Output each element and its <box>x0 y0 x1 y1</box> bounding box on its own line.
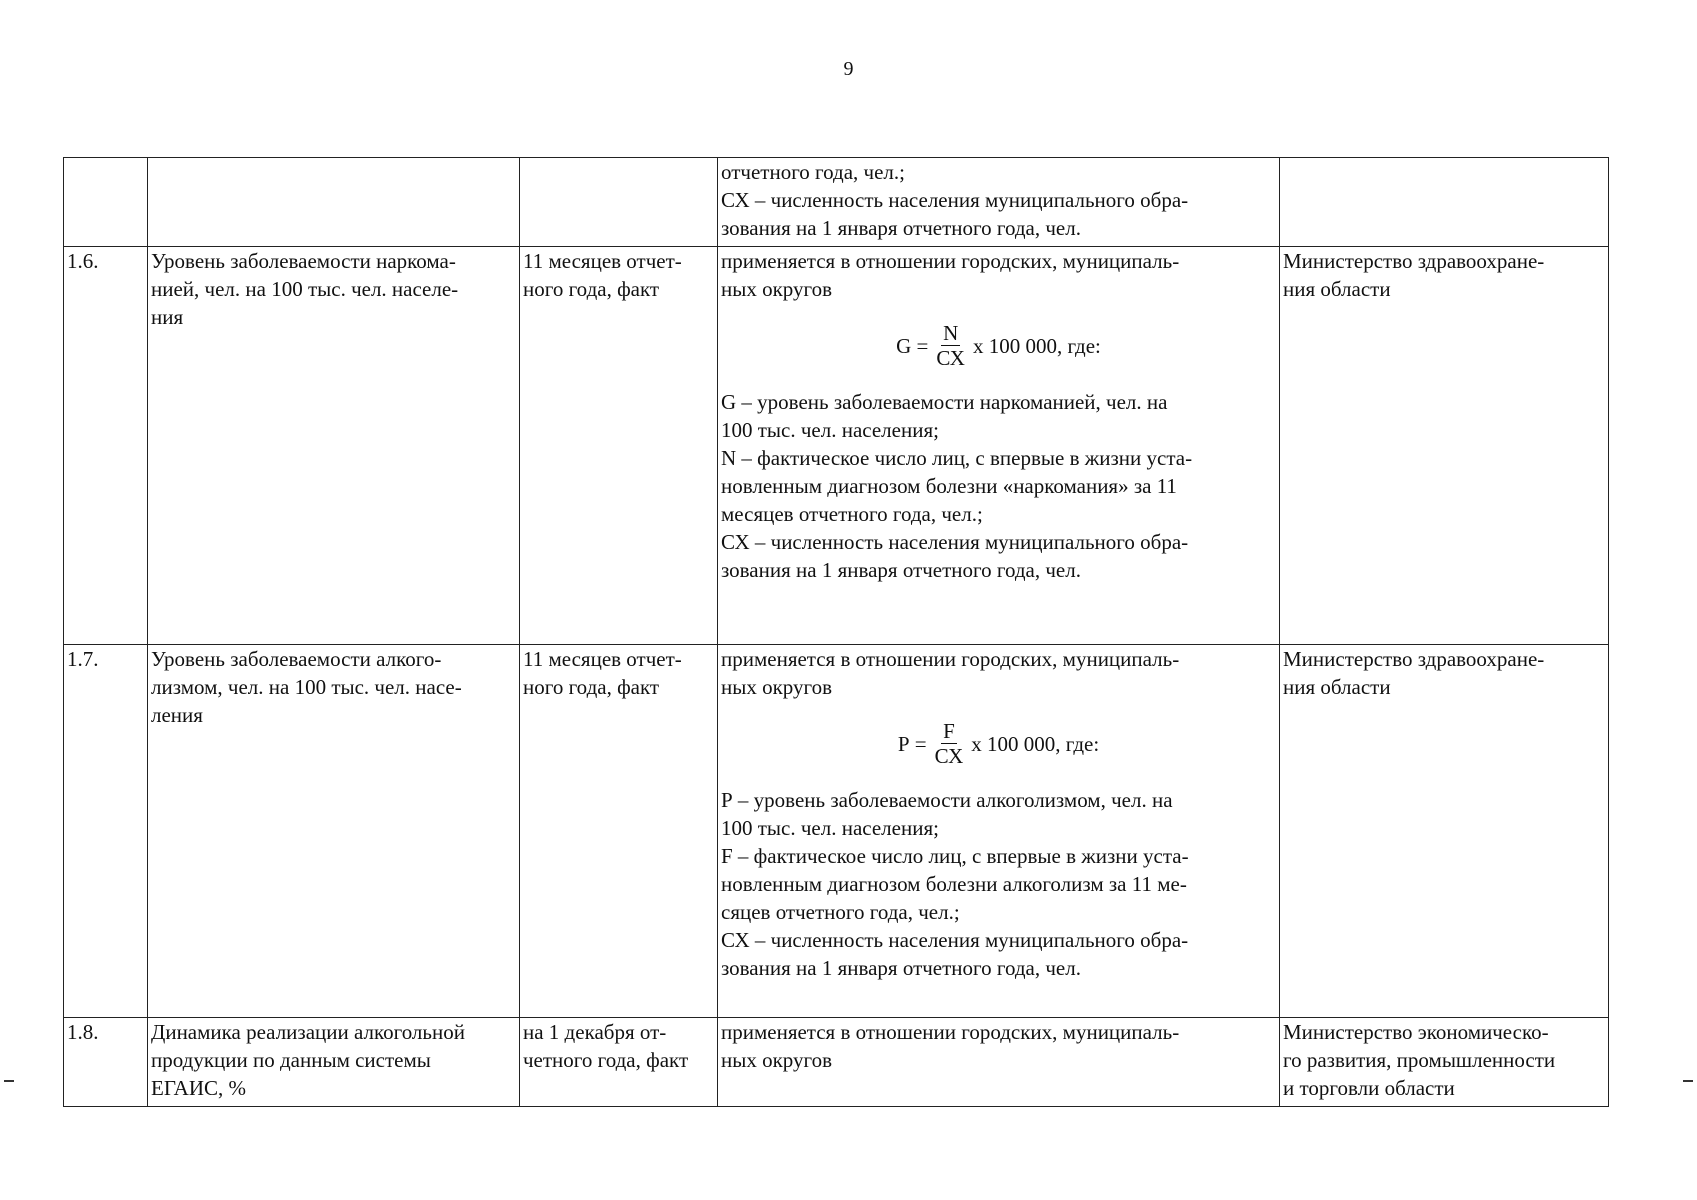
indicator-cell <box>148 158 520 247</box>
method-cell <box>718 645 1280 1018</box>
method-cell <box>718 1018 1280 1107</box>
indicator-line: продукции по данным системы <box>151 1048 431 1072</box>
formula-rhs: х 100 000, где: <box>972 333 1101 358</box>
responsible-line: го развития, промышленности <box>1283 1048 1556 1072</box>
responsible-line: ния области <box>1283 675 1391 699</box>
period-cell <box>520 1018 718 1107</box>
indicators-table <box>63 157 1609 1107</box>
period-line: четного года, факт <box>523 1048 689 1072</box>
responsible-cell <box>1280 645 1609 1018</box>
responsible-line: ния области <box>1283 277 1391 301</box>
indicator-line: Динамика реализации алкогольной <box>151 1020 465 1044</box>
indicator-line: ЕГАИС, % <box>151 1076 247 1100</box>
indicator-line: Уровень заболеваемости наркома- <box>151 249 456 273</box>
period-line: 11 месяцев отчет- <box>523 647 682 671</box>
formula-lhs: G = <box>896 333 929 358</box>
responsible-line: Министерство здравоохране- <box>1283 647 1545 671</box>
margin-mark-right <box>1683 1080 1693 1082</box>
row-number-cell <box>64 645 148 1018</box>
formula <box>721 719 1276 768</box>
method-def-line: месяцев отчетного года, чел.; <box>721 502 983 526</box>
method-def-line: 100 тыс. чел. населения; <box>721 418 939 442</box>
method-intro-line: применяется в отношении городских, муниципаль- <box>721 1020 1180 1044</box>
method-def-line: СХ – численность населения муниципального обра- <box>721 928 1189 952</box>
indicator-line: ния <box>151 305 184 329</box>
method-cell <box>718 247 1280 645</box>
row-number: 1.7. <box>67 647 99 671</box>
indicator-line: ления <box>151 703 203 727</box>
method-def-line: N – фактическое число лиц, с впервые в жизни уста- <box>721 446 1193 470</box>
method-line: отчетного года, чел.; <box>721 160 905 184</box>
period-line: 11 месяцев отчет- <box>523 249 682 273</box>
period-cell <box>520 247 718 645</box>
table-row <box>64 158 1609 247</box>
responsible-cell <box>1280 158 1609 247</box>
method-def-line: F – фактическое число лиц, с впервые в жизни уста- <box>721 844 1189 868</box>
responsible-cell <box>1280 247 1609 645</box>
period-line: ного года, факт <box>523 277 660 301</box>
indicator-line: Уровень заболеваемости алкого- <box>151 647 442 671</box>
table-row <box>64 1018 1609 1107</box>
method-intro-line: ных округов <box>721 1048 833 1072</box>
row-number: 1.8. <box>67 1020 99 1044</box>
formula-denominator: СХ <box>936 346 965 370</box>
margin-mark-left <box>4 1080 14 1082</box>
formula-lhs: Р = <box>897 731 927 756</box>
method-def-line: зования на 1 января отчетного года, чел. <box>721 956 1081 980</box>
formula-denominator: СХ <box>934 744 964 768</box>
formula <box>721 321 1276 370</box>
row-number-cell <box>64 1018 148 1107</box>
method-def-line: новленным диагнозом болезни «наркомания» за 11 <box>721 474 1177 498</box>
formula-fraction <box>934 321 967 370</box>
table-row <box>64 645 1609 1018</box>
formula-numerator: N <box>943 321 959 345</box>
responsible-line: Министерство здравоохране- <box>1283 249 1545 273</box>
period-cell <box>520 158 718 247</box>
row-number: 1.6. <box>67 249 99 273</box>
indicator-line: лизмом, чел. на 100 тыс. чел. насе- <box>151 675 462 699</box>
indicator-cell <box>148 1018 520 1107</box>
method-def-line: зования на 1 января отчетного года, чел. <box>721 558 1081 582</box>
method-intro-line: применяется в отношении городских, муниципаль- <box>721 647 1180 671</box>
row-number-cell <box>64 158 148 247</box>
formula-fraction <box>933 719 966 768</box>
indicator-line: нией, чел. на 100 тыс. чел. населе- <box>151 277 459 301</box>
method-def-line: G – уровень заболеваемости наркоманией, чел. на <box>721 390 1168 414</box>
indicator-cell <box>148 645 520 1018</box>
method-def-line: сяцев отчетного года, чел.; <box>721 900 960 924</box>
method-line: СХ – численность населения муниципального обра- <box>721 188 1189 212</box>
responsible-line: и торговли области <box>1283 1076 1455 1100</box>
method-intro-line: ных округов <box>721 277 833 301</box>
period-line: на 1 декабря от- <box>523 1020 667 1044</box>
method-def-line: новленным диагнозом болезни алкоголизм за 11 ме- <box>721 872 1187 896</box>
formula-numerator: F <box>943 719 955 743</box>
method-def-line: 100 тыс. чел. населения; <box>721 816 939 840</box>
period-cell <box>520 645 718 1018</box>
method-intro-line: применяется в отношении городских, муниципаль- <box>721 249 1180 273</box>
indicator-cell <box>148 247 520 645</box>
method-def-line: Р – уровень заболеваемости алкоголизмом, чел. на <box>721 788 1173 812</box>
method-line: зования на 1 января отчетного года, чел. <box>721 216 1081 240</box>
formula-rhs: х 100 000, где: <box>971 731 1100 756</box>
period-line: ного года, факт <box>523 675 660 699</box>
page-number: 9 <box>843 58 854 80</box>
responsible-line: Министерство экономическо- <box>1283 1020 1549 1044</box>
row-number-cell <box>64 247 148 645</box>
method-intro-line: ных округов <box>721 675 833 699</box>
method-cell <box>718 158 1280 247</box>
responsible-cell <box>1280 1018 1609 1107</box>
method-def-line: СХ – численность населения муниципального обра- <box>721 530 1189 554</box>
table-row <box>64 247 1609 645</box>
